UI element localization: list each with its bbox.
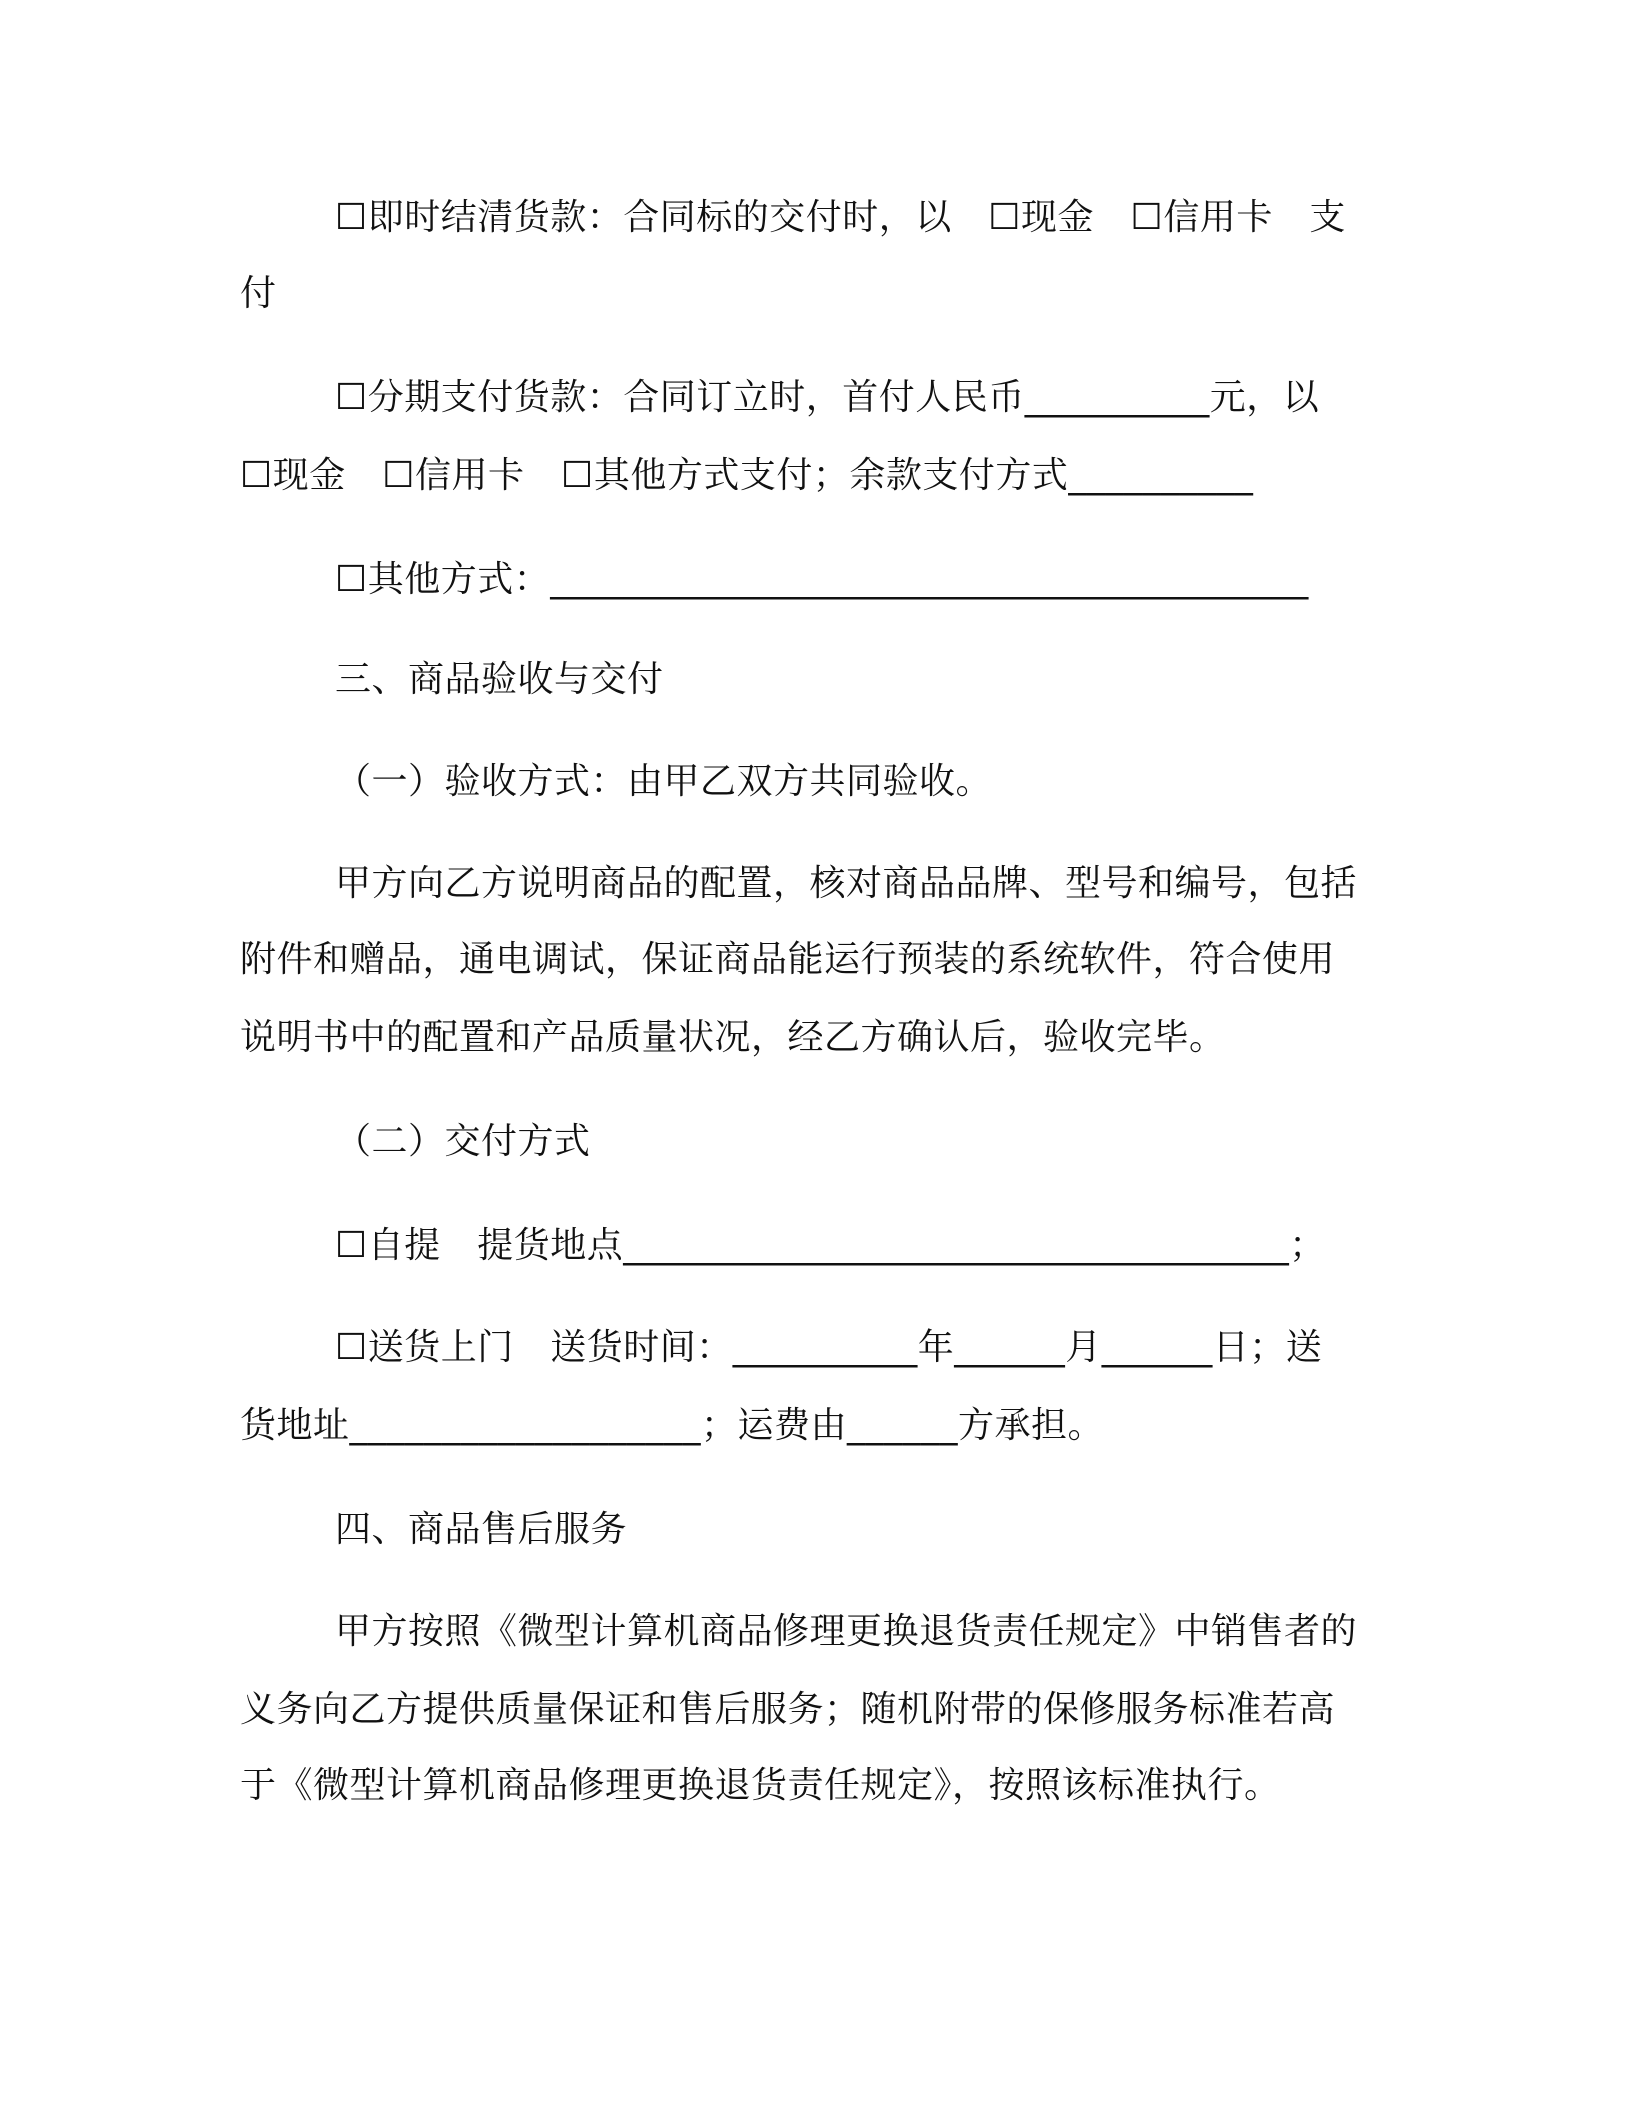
acceptance-paragraph-line-2: 附件和赠品，通电调试，保证商品能运行预装的系统软件，符合使用 xyxy=(240,939,1336,980)
installment-payment-line-2: ☐现金 ☐信用卡 ☐其他方式支付；余款支付方式__________ xyxy=(240,455,1254,496)
acceptance-method-subheading: （一）验收方式：由甲乙双方共同验收。 xyxy=(335,761,993,802)
other-payment-line: ☐其他方式：_________________________________________ xyxy=(335,559,1309,600)
home-delivery-line-1: ☐送货上门 送货时间：__________年______月______日；送 xyxy=(335,1327,1323,1368)
section-3-heading: 三、商品验收与交付 xyxy=(335,659,664,700)
instant-payment-line-2: 付 xyxy=(240,273,277,314)
installment-payment-line-1: ☐分期支付货款：合同订立时，首付人民币__________元，以 xyxy=(335,377,1320,418)
section-4-heading: 四、商品售后服务 xyxy=(335,1509,628,1550)
acceptance-paragraph-line-1: 甲方向乙方说明商品的配置，核对商品品牌、型号和编号，包括 xyxy=(335,863,1358,904)
self-pickup-line: ☐自提 提货地点____________________________________； xyxy=(335,1225,1326,1266)
home-delivery-line-2: 货地址___________________；运费由______方承担。 xyxy=(240,1405,1105,1446)
after-sales-paragraph-line-2: 义务向乙方提供质量保证和售后服务；随机附带的保修服务标准若高 xyxy=(240,1689,1336,1730)
after-sales-paragraph-line-1: 甲方按照《微型计算机商品修理更换退货责任规定》中销售者的 xyxy=(335,1611,1358,1652)
delivery-method-subheading: （二）交付方式 xyxy=(335,1121,591,1162)
acceptance-paragraph-line-3: 说明书中的配置和产品质量状况，经乙方确认后，验收完毕。 xyxy=(240,1017,1226,1058)
after-sales-paragraph-line-3: 于《微型计算机商品修理更换退货责任规定》，按照该标准执行。 xyxy=(240,1765,1281,1806)
instant-payment-line-1: ☐即时结清货款：合同标的交付时，以 ☐现金 ☐信用卡 支 xyxy=(335,197,1346,238)
